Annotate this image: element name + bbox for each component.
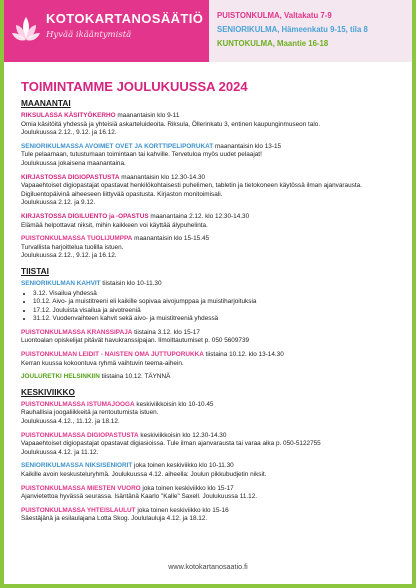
- entry-niksiseniorit: [21, 462, 405, 479]
- entry-miesten-vuoro: [21, 485, 405, 502]
- entry-digiluento: [21, 213, 405, 230]
- entry-dates: Joulukuussa 2.12. ja 9.12.: [21, 199, 96, 207]
- day-heading-wednesday: KESKIVIIKKO: [21, 386, 75, 397]
- lotus-logo-icon: [11, 13, 41, 47]
- brand-slogan: Hyvää ikääntymistä: [46, 30, 132, 40]
- entry-istumajooga: [21, 401, 405, 427]
- entry-kasityokerho: [21, 112, 405, 138]
- entry-title: RIKSULASSA KÄSITYÖKERHO: [21, 112, 116, 119]
- entry-time: maanantaisin klo 13-15: [213, 142, 282, 150]
- entry-text: Rauhallisia joogaliikkeitä ja rentoutumista istuen.: [21, 409, 159, 417]
- entry-title: PUISTONKULMAN LEIDIT - NAISTEN OMA JUTTUPORUKKA: [21, 351, 204, 359]
- footer-website[interactable]: www.kotokartanosaatio.fi: [168, 562, 248, 571]
- entry-title: PUISTONKULMASSA DIGIOPASTUSTA: [21, 431, 139, 439]
- entry-kranssipaja: [21, 329, 405, 346]
- entry-jouluretki: [21, 373, 405, 382]
- entry-dates: Joulukuussa 2.12., 9.12. ja 16.12.: [21, 129, 117, 137]
- entry-title: SENIORIKULMAN KAHVIT: [21, 279, 101, 287]
- entry-time: tiistaina 3.12. klo 15-17: [132, 328, 200, 336]
- entry-dates: Joulukuussa jokaisena maanantaina.: [21, 159, 126, 167]
- address-puistonkulma: PUISTONKULMA, Valtakatu 7-9: [217, 11, 332, 20]
- entry-time: joka toinen keskiviikko klo 10-11.30: [132, 462, 234, 470]
- entry-text: Vapaaehtoiset digiopastajat opastavat digiasioissa. Tule ilman ajanvarausta tai varaa aika p. 050-5122755: [21, 440, 321, 448]
- address-block: [209, 0, 412, 62]
- entry-time: maanantaina 2.12. klo 12.30-14.30: [148, 212, 250, 220]
- entry-seniorikulman-kahvit: [21, 280, 405, 324]
- entry-avoimet-ovet: [21, 143, 405, 169]
- page-title: TOIMINTAMME JOULUKUUSSA 2024: [21, 79, 248, 94]
- entry-title: PUISTONKULMASSA TUOLIJUMPPA: [21, 235, 133, 243]
- entry-kirjasto-digiopastus: [21, 174, 405, 208]
- list-item: • 31.12. Vuodenvaihteen kahvit sekä aivo- ja muistitreeniä yhdessä: [33, 315, 405, 324]
- list-item: • 17.12. Jouluista visailua ja aivotreeniä: [33, 307, 405, 316]
- schedule-body: [21, 98, 405, 529]
- entry-dates: Joulukuussa 4.12. ja 11.12.: [21, 448, 99, 456]
- entry-time: maanantaisin klo 15-15.45: [132, 235, 210, 243]
- entry-time: maanantaisin klo 9-11: [115, 112, 180, 119]
- entry-title: KIRJASTOSSA DIGIOPASTUSTA: [21, 173, 120, 181]
- entry-title: PUISTONKULMASSA YHTEISLAULUT: [21, 506, 136, 514]
- entry-title: SENIORIKULMASSA AVOIMET OVET JA KORTTIPELIPORUKAT: [21, 142, 214, 150]
- entry-text: Turvallista harjoittelua tuolilla istuen.: [21, 243, 124, 251]
- brand-name: KOTOKARTANOSÄÄTIÖ: [46, 11, 204, 26]
- entry-puistonkulma-digiopastus: [21, 432, 405, 458]
- day-heading-monday: MAANANTAI: [21, 98, 71, 108]
- entry-time: maanantaisin klo 12.30-14.30: [119, 173, 206, 181]
- logo-block: [4, 0, 209, 62]
- day-heading-tuesday: TIISTAI: [21, 265, 49, 276]
- header: [4, 0, 412, 62]
- list-item: • 10.12. Aivo- ja muistitreeni eli kaikille sopivaa aivojumppaa ja muistiharjoituksia: [33, 298, 405, 307]
- list-item: • 3.12. Visailua yhdessä: [33, 290, 405, 299]
- entry-tuolijumppa: [21, 235, 405, 261]
- address-kuntokulma: KUNTOKULMA, Maantie 16-18: [217, 39, 329, 48]
- entry-dates: Joulukuussa 2.12., 9.12. ja 16.12.: [21, 252, 117, 260]
- entry-text: Ajanvietettoa hyvässä seurassa. Isäntänä Kaarlo "Kalle" Saxell. Joulukuussa 11.12.: [21, 493, 258, 501]
- address-seniorikulma: SENIORIKULMA, Hämeenkatu 9-15, tila 8: [217, 25, 368, 34]
- entry-title: PUISTONKULMASSA ISTUMAJOOGA: [21, 400, 135, 408]
- entry-text: Säestäjänä ja esilaulajana Lotta Skog. Joululauluja 4.12. ja 18.12.: [21, 515, 208, 523]
- entry-text: Kerran kuussa kokoontuva ryhmä vaihtuvin teema-aihein.: [21, 359, 184, 367]
- entry-text: Luontoalan opiskelijat pitävät havukranssipajan. Ilmoittautumiset p. 050 5609739: [21, 337, 250, 345]
- entry-text: Elämää helpottavat niksit, mihin kaikkeen voi käyttää älypuhelinta.: [21, 221, 208, 229]
- entry-time: joka toinen keskiviikko klo 15-17: [140, 484, 234, 492]
- kahvit-list: [21, 290, 405, 324]
- entry-time: tiistaisin klo 10-11.30: [100, 279, 162, 287]
- entry-title: PUISTONKULMASSA MIESTEN VUORO: [21, 484, 141, 492]
- entry-text: Vapaaehtoiset digiopastajat opastavat henkilökohtaisesti puhelimen, tabletin ja tietokoneen käytössä ilman ajanvarausta. Digiluentopäivinä aiheeseen liittyvää opastusta. Kirjaston monitoimisali.: [21, 182, 362, 198]
- entry-time: tiistaina 10.12. klo 13-14.30: [203, 351, 284, 359]
- entry-yhteislaulut: [21, 507, 405, 524]
- entry-dates: Joulukuussa 4.12., 11.12. ja 18.12.: [21, 418, 120, 426]
- entry-text: Tule pelaamaan, tutustumaan toimintaan tai kahville. Tervetuloa myös uudet pelaajat!: [21, 151, 262, 159]
- entry-text: Kaikille avoin keskusteluryhmä. Joulukuussa 4.12. aiheella: Joulun pikkubudjetin niksit.: [21, 471, 267, 478]
- entry-text: Omia käsitöitä yhdessä ja yhteisiä askarteluideoita. Riksula, Öllerinkatu 3, entinen kaupunginmuseon talo.: [21, 120, 321, 128]
- entry-title: KIRJASTOSSA DIGILUENTO ja -OPASTUS: [21, 212, 149, 220]
- entry-time: tiistaina 10.12. TÄYNNÄ: [99, 373, 171, 381]
- entry-leidit: [21, 351, 405, 368]
- entry-time: keskiviikkoisin klo 12.30-14.30: [138, 431, 227, 439]
- entry-title: PUISTONKULMASSA KRANSSIPAJA: [21, 328, 133, 336]
- entry-title: JOULURETKI HELSINKIIN: [21, 373, 100, 381]
- entry-time: joka toinen keskiviikko klo 15-16: [135, 506, 229, 514]
- entry-title: SENIORIKULMASSA NIKSISENIORIT: [21, 462, 133, 470]
- entry-time: keskiviikkoisin klo 10-10.45: [134, 400, 214, 408]
